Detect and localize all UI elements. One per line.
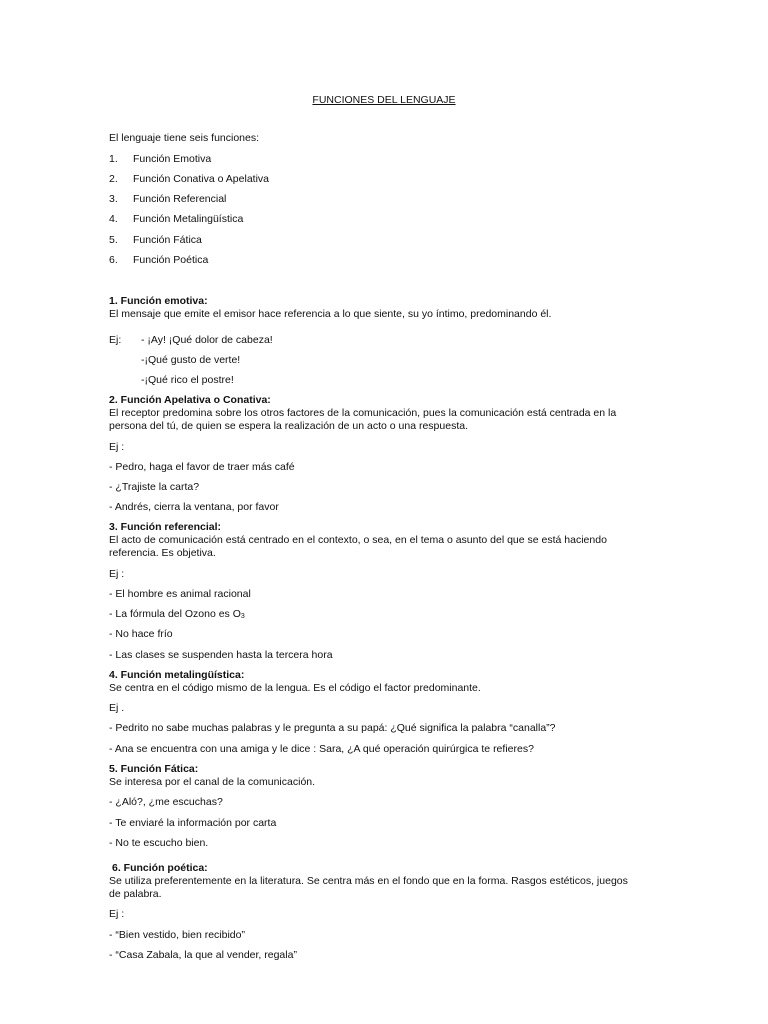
section-heading: 1. Función emotiva:: [109, 295, 208, 307]
example-label: Ej :: [109, 441, 125, 453]
intro-text: El lenguaje tiene seis funciones:: [109, 132, 260, 144]
example-item: - Pedrito no sabe muchas palabras y le pregunta a su papá: ¿Qué significa la palabra “canalla”?: [109, 722, 556, 734]
list-number: 1.: [109, 153, 118, 165]
example-item: - Las clases se suspenden hasta la tercera hora: [109, 649, 333, 661]
list-number: 3.: [109, 193, 118, 205]
example-item: - El hombre es animal racional: [109, 588, 251, 600]
list-item: Función Emotiva: [133, 153, 212, 165]
section-description: El acto de comunicación está centrado en el contexto, o sea, en el tema o asunto del que se está haciendo: [109, 534, 607, 546]
example-item: - “Bien vestido, bien recibido”: [109, 929, 245, 941]
list-item: Función Conativa o Apelativa: [133, 173, 270, 185]
example-item: - ¿Aló?, ¿me escuchas?: [109, 796, 223, 808]
list-number: 4.: [109, 213, 118, 225]
section-description: El receptor predomina sobre los otros factores de la comunicación, pues la comunicación está centrada en la: [109, 407, 617, 419]
list-number: 5.: [109, 234, 118, 246]
section-description: Se centra en el código mismo de la lengua. Es el código el factor predominante.: [109, 682, 481, 694]
section-heading: 4. Función metalingüística:: [109, 669, 245, 681]
example-item: [109, 608, 245, 623]
example-label: Ej .: [109, 702, 125, 714]
section-description: persona del tú, de quien se espera la realización de un acto o una respuesta.: [109, 420, 468, 432]
section-description: referencia. Es objetiva.: [109, 547, 216, 559]
list-number: 2.: [109, 173, 118, 185]
section-description: Se interesa por el canal de la comunicación.: [109, 776, 316, 788]
section-description: El mensaje que emite el emisor hace referencia a lo que siente, su yo íntimo, predominando él.: [109, 308, 552, 320]
subscript-3: 3: [240, 613, 245, 620]
example-item: - No te escucho bien.: [109, 837, 209, 849]
example-item: - No hace frío: [109, 628, 173, 640]
list-item: Función Metalingüística: [133, 213, 244, 225]
section-heading: 2. Función Apelativa o Conativa:: [109, 394, 271, 406]
example-label: Ej :: [109, 908, 125, 920]
example-item: - Ana se encuentra con una amiga y le dice : Sara, ¿A qué operación quirúrgica te refieres?: [109, 743, 534, 755]
page-title: FUNCIONES DEL LENGUAJE: [312, 94, 456, 106]
list-item: Función Fática: [133, 234, 202, 246]
example-item: - Andrés, cierra la ventana, por favor: [109, 501, 279, 513]
example-text: - La fórmula del Ozono es O: [109, 608, 241, 620]
example-item: - Te enviaré la información por carta: [109, 817, 277, 829]
example-item: -¡Qué rico el postre!: [141, 374, 234, 386]
section-description: de palabra.: [109, 888, 162, 900]
example-item: - ¡Ay! ¡Qué dolor de cabeza!: [141, 334, 273, 346]
list-item: Función Referencial: [133, 193, 227, 205]
section-heading: 3. Función referencial:: [109, 521, 222, 533]
list-item: Función Poética: [133, 254, 209, 266]
list-number: 6.: [109, 254, 118, 266]
example-label: Ej:: [109, 334, 122, 346]
section-heading: 5. Función Fática:: [109, 763, 199, 775]
example-label: Ej :: [109, 568, 125, 580]
example-item: - “Casa Zabala, la que al vender, regala”: [109, 949, 297, 961]
section-heading: 6. Función poética:: [112, 862, 208, 874]
section-description: Se utiliza preferentemente en la literatura. Se centra más en el fondo que en la forma. Rasgos estéticos, juegos: [109, 875, 628, 887]
example-item: - Pedro, haga el favor de traer más café: [109, 461, 295, 473]
example-item: -¡Qué gusto de verte!: [141, 354, 241, 366]
example-item: - ¿Trajiste la carta?: [109, 481, 200, 493]
